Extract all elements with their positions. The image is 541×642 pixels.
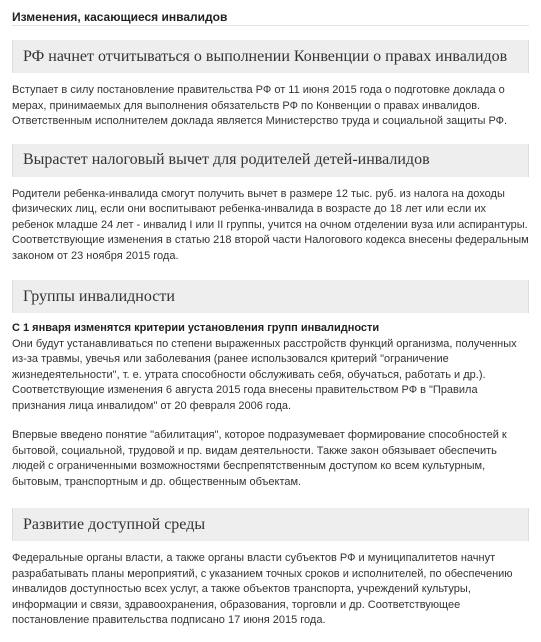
- section-header-disability-groups: Группы инвалидности: [12, 280, 529, 313]
- section-header-accessible-environment: Развитие доступной среды: [12, 508, 529, 541]
- section-header-convention: РФ начнет отчитываться о выполнении Конвенции о правах инвалидов: [12, 40, 529, 73]
- section-header-tax-deduction: Вырастет налоговый вычет для родителей детей-инвалидов: [12, 144, 529, 177]
- section-paragraph: Родители ребенка-инвалида смогут получить вычет в размере 12 тыс. руб. из налога на доходы физических лиц, если они воспитывают ребенка-инвалида в возрасте до 18 лет или если их ребенок младше 24 лет - инвалид I или II группы, учится на очном отделении вуза или аспирантуры. Соответствующие изменения в статью 218 второй части Налогового кодекса внесены федеральным законом от 23 ноября 2015 года.: [12, 187, 529, 262]
- section-paragraph: Федеральные органы власти, а также органы власти субъектов РФ и муниципалитетов начнут разрабатывать планы мероприятий, с указанием точных сроков и исполнителей, по обеспечению инвалидов доступностью всех услуг, а также объектов транспорта, учреждений культуры, информации и связи, здравоохранения, образования, торговли и др. Соответствующее постановление правительства подписано 17 июня 2015 года.: [12, 552, 513, 626]
- section-paragraph: Впервые введено понятие "абилитация", которое подразумевает формирование способностей к бытовой, социальной, трудовой и пр. видам деятельности. Также закон обязывает обеспечить людей с ограниченными возможностями беспрепятственным доступом ко всем культурным, бытовым, транспортным и др. общественным объектам.: [12, 429, 507, 488]
- section-lead: С 1 января изменятся критерии установления групп инвалидности: [12, 322, 380, 334]
- section-paragraph: Они будут устанавливаться по степени выраженных расстройств функций организма, полученных из-за травмы, увечья или заболевания (ранее использовался критерий "ограничение жизнедеятельности", т. е. утрата способности обслуживать себя, обучаться, работать и др.). Соответствующие изменения 6 августа 2015 года внесены правительством РФ в "Правила признания лица инвалидом" от 20 февраля 2006 года.: [12, 337, 517, 412]
- page-title: Изменения, касающиеся инвалидов: [12, 0, 529, 26]
- section-paragraph: Вступает в силу постановление правительства РФ от 11 июня 2015 года о подготовке доклада о мерах, принимаемых для выполнения обязательств РФ по Конвенции о правах инвалидов. Ответственным исполнителем доклада является Министерство труда и социальной защиты РФ.: [12, 84, 508, 127]
